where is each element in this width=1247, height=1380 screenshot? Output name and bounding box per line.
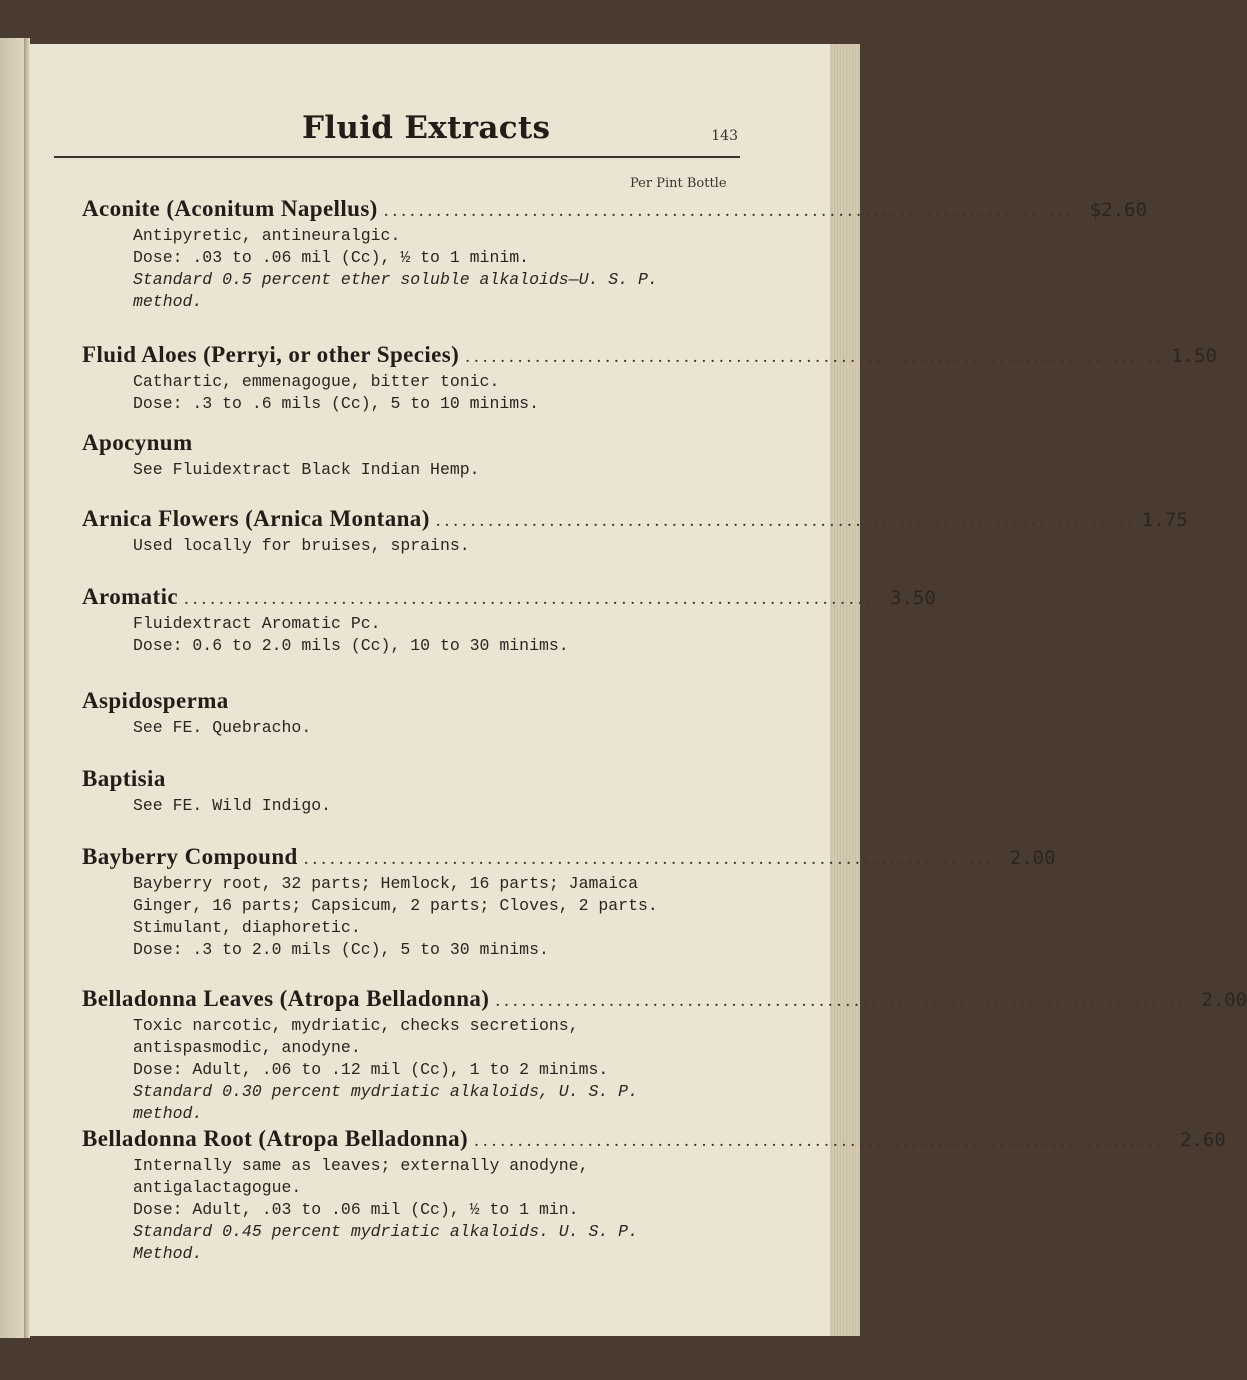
entry-price: 1.50 xyxy=(1171,345,1217,367)
description-line: Toxic narcotic, mydriatic, checks secretions, antispasmodic, anodyne. xyxy=(133,1016,579,1057)
description-line: Antipyretic, antineuralgic. xyxy=(133,226,401,245)
description-line: Used locally for bruises, sprains. xyxy=(133,536,470,555)
dot-leader: ................................................................................ xyxy=(495,990,1196,1011)
description-line: Internally same as leaves; externally anodyne, antigalactagogue. xyxy=(133,1156,589,1197)
entry-description xyxy=(133,873,742,961)
entry-name: Fluid Aloes (Perryi, or other Species) xyxy=(82,342,460,367)
entry-heading xyxy=(82,766,742,792)
description-line: Dose: .3 to .6 mils (Cc), 5 to 10 minims. xyxy=(133,394,539,413)
catalog-entry xyxy=(82,196,1147,313)
catalog-entry xyxy=(82,1126,1226,1265)
entry-description xyxy=(133,371,742,415)
entry-heading xyxy=(82,1126,1226,1152)
entry-heading xyxy=(82,844,1056,870)
entry-description xyxy=(133,225,742,313)
entry-heading xyxy=(82,584,936,610)
dot-leader: ................................................................................ xyxy=(465,346,1166,367)
entry-description xyxy=(133,1155,742,1265)
description-line: Dose: .3 to 2.0 mils (Cc), 5 to 30 minims. xyxy=(133,940,549,959)
standard-note: Standard 0.30 percent mydriatic alkaloids, U. S. P. method. xyxy=(133,1082,638,1123)
entry-price: $2.60 xyxy=(1089,199,1147,221)
entry-price: 2.00 xyxy=(1009,847,1056,869)
dot-leader: ................................................................................ xyxy=(435,510,1136,531)
catalog-entry xyxy=(82,506,1188,557)
book-page xyxy=(30,44,1247,1336)
description-line: Fluidextract Aromatic Pc. xyxy=(133,614,381,633)
entry-description xyxy=(133,535,742,557)
description-line: Cathartic, emmenagogue, bitter tonic. xyxy=(133,372,500,391)
catalog-entry xyxy=(82,430,742,481)
entry-description xyxy=(133,1015,742,1125)
dot-leader: ................................................................................ xyxy=(303,848,1004,869)
page-title: Fluid Extracts xyxy=(302,110,551,146)
catalog-entry xyxy=(82,986,1247,1125)
dot-leader: ................................................................................ xyxy=(474,1130,1175,1151)
page-number: 143 xyxy=(711,128,738,144)
catalog-entry xyxy=(82,844,1056,961)
standard-note: Standard 0.45 percent mydriatic alkaloids. U. S. P. Method. xyxy=(133,1222,638,1263)
entry-heading xyxy=(82,430,742,456)
entry-price: 1.75 xyxy=(1141,509,1188,531)
entry-description xyxy=(133,717,742,739)
entry-description xyxy=(133,795,742,817)
entry-name: Belladonna Leaves (Atropa Belladonna) xyxy=(82,986,490,1011)
dot-leader: ................................................................................ xyxy=(184,588,885,609)
entry-name: Belladonna Root (Atropa Belladonna) xyxy=(82,1126,469,1151)
description-line: Dose: Adult, .06 to .12 mil (Cc), 1 to 2 minims. xyxy=(133,1060,609,1079)
entry-heading xyxy=(82,196,1147,222)
entry-name: Arnica Flowers (Arnica Montana) xyxy=(82,506,430,531)
description-line: See Fluidextract Black Indian Hemp. xyxy=(133,460,480,479)
description-line: Dose: .03 to .06 mil (Cc), ½ to 1 minim. xyxy=(133,248,530,267)
description-line: See FE. Wild Indigo. xyxy=(133,796,332,815)
entry-name: Baptisia xyxy=(82,766,166,791)
description-line: Stimulant, diaphoretic. xyxy=(133,918,361,937)
entry-price: 2.60 xyxy=(1180,1129,1226,1151)
entry-name: Aromatic xyxy=(82,584,179,609)
catalog-entry xyxy=(82,766,742,817)
page-header xyxy=(54,112,740,158)
entry-description xyxy=(133,459,742,481)
entry-heading xyxy=(82,506,1188,532)
catalog-entry xyxy=(82,342,1217,415)
dot-leader: ................................................................................ xyxy=(383,200,1084,221)
entry-name: Aconite (Aconitum Napellus) xyxy=(82,196,378,221)
description-line: Dose: 0.6 to 2.0 mils (Cc), 10 to 30 minims. xyxy=(133,636,569,655)
catalog-entry xyxy=(82,584,936,657)
entry-heading xyxy=(82,688,742,714)
entry-description xyxy=(133,613,742,657)
description-line: See FE. Quebracho. xyxy=(133,718,312,737)
price-column-header: Per Pint Bottle xyxy=(630,176,727,191)
description-line: Bayberry root, 32 parts; Hemlock, 16 parts; Jamaica Ginger, 16 parts; Capsicum, 2 parts; Cloves, 2 parts. xyxy=(133,874,658,915)
description-line: Dose: Adult, .03 to .06 mil (Cc), ½ to 1 min. xyxy=(133,1200,579,1219)
facing-page-edge xyxy=(0,38,24,1338)
entry-price: 3.50 xyxy=(890,587,936,609)
entry-name: Bayberry Compound xyxy=(82,844,298,869)
entry-name: Aspidosperma xyxy=(82,688,229,713)
entry-name: Apocynum xyxy=(82,430,193,455)
catalog-entry xyxy=(82,688,742,739)
entry-heading xyxy=(82,342,1217,368)
standard-note: Standard 0.5 percent ether soluble alkaloids—U. S. P. method. xyxy=(133,270,658,311)
entry-price: 2.00 xyxy=(1201,989,1247,1011)
entry-heading xyxy=(82,986,1247,1012)
